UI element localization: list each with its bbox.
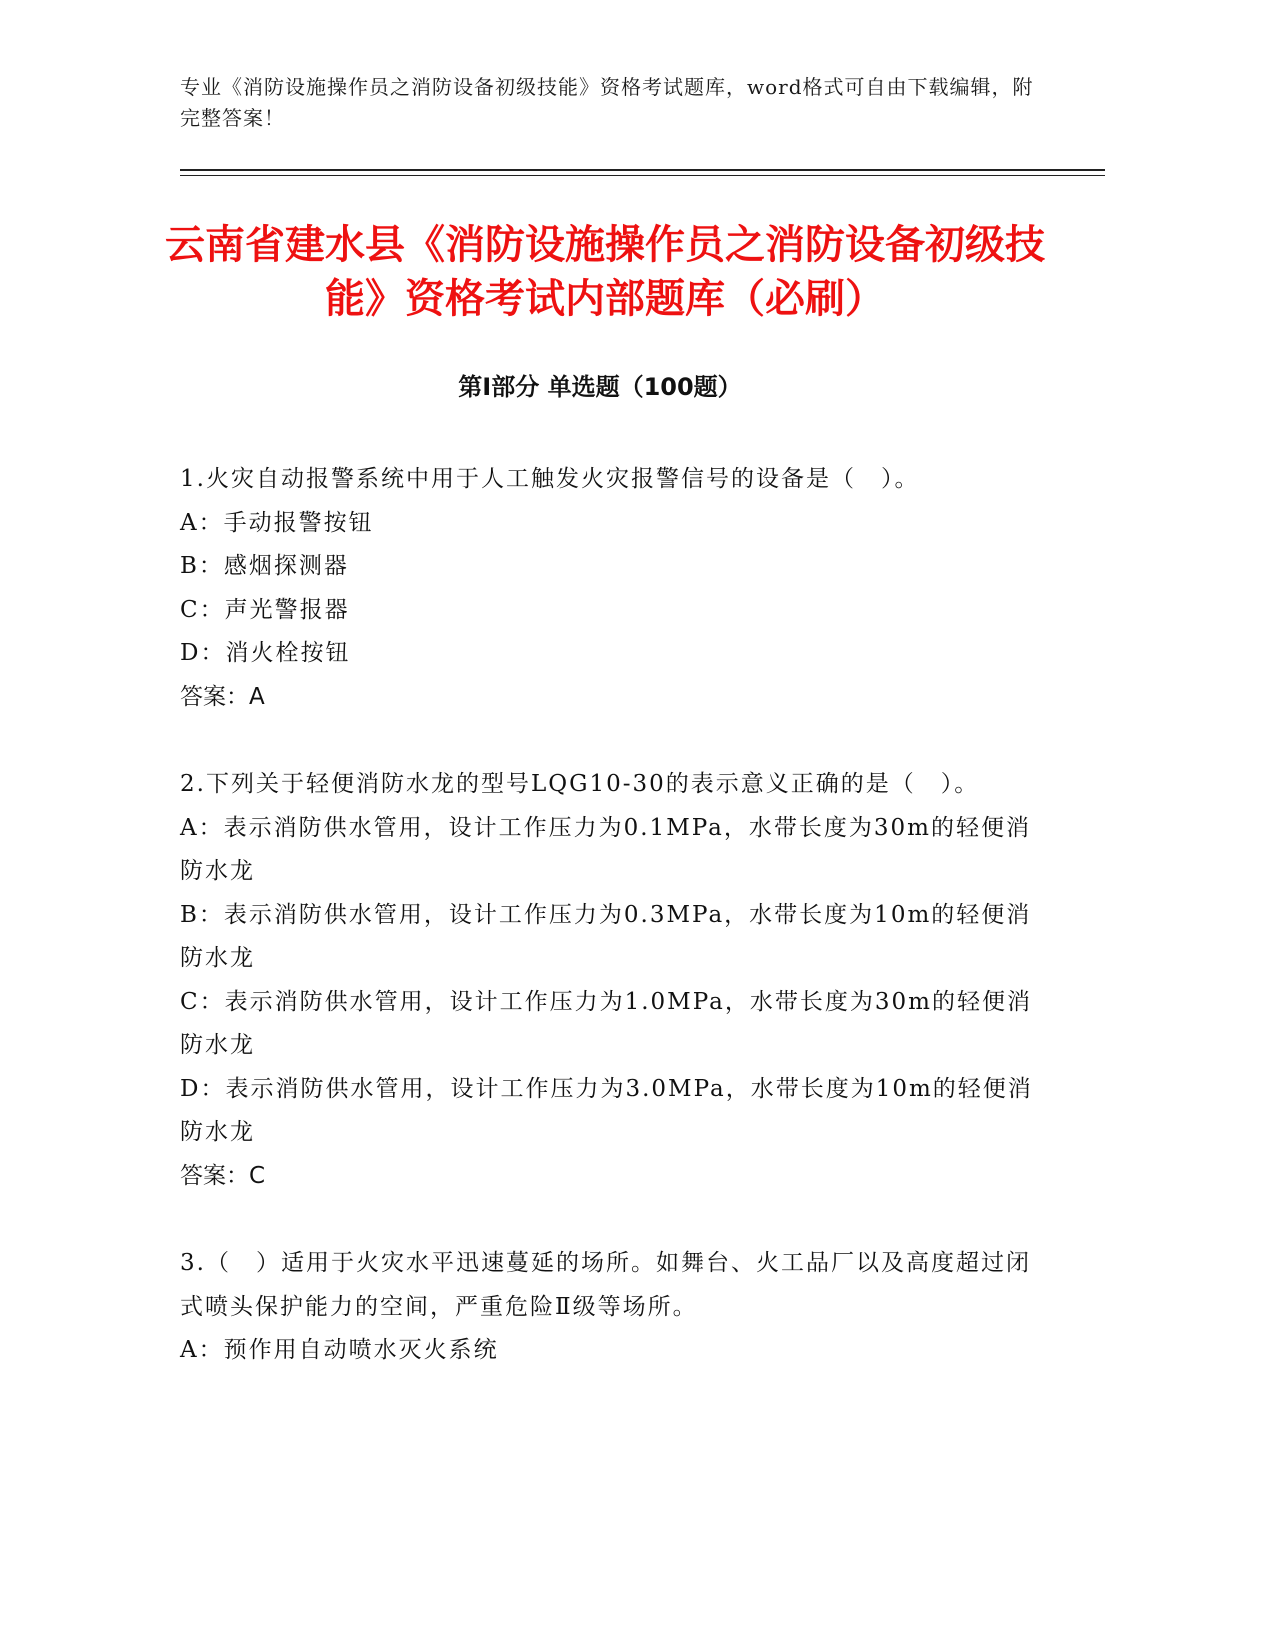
question-stem: 2.下列关于轻便消防水龙的型号LQG10-30的表示意义正确的是（ ）。 (180, 771, 980, 797)
option-b: B：感烟探测器 (180, 553, 349, 579)
option-b: B：表示消防供水管用，设计工作压力为0.3MPa，水带长度为10m的轻便消防水龙 (180, 901, 1032, 971)
option-d: D：消火栓按钮 (180, 640, 351, 666)
question-stem: 1.火灾自动报警系统中用于人工触发火灾报警信号的设备是（ ）。 (180, 466, 920, 492)
answer: 答案：C (180, 1162, 266, 1189)
header-divider-thin (180, 175, 1105, 176)
question-3 (180, 1242, 1040, 1373)
option-d: D：表示消防供水管用，设计工作压力为3.0MPa，水带长度为10m的轻便消防水龙 (180, 1075, 1033, 1145)
answer: 答案：A (180, 683, 265, 710)
header-divider (180, 169, 1105, 171)
question-1 (180, 458, 1040, 719)
document-title: 云南省建水县《消防设施操作员之消防设备初级技能》资格考试内部题库（必刷） (165, 222, 1045, 322)
header-note: 专业《消防设施操作员之消防设备初级技能》资格考试题库，word格式可自由下载编辑，附完整答案！ (180, 75, 1034, 130)
option-c: C：表示消防供水管用，设计工作压力为1.0MPa，水带长度为30m的轻便消防水龙 (180, 988, 1032, 1058)
question-list (180, 458, 1040, 1417)
option-a: A：表示消防供水管用，设计工作压力为0.1MPa，水带长度为30m的轻便消防水龙 (180, 814, 1031, 884)
option-a: A：预作用自动喷水灭火系统 (180, 1337, 499, 1363)
question-2 (180, 763, 1040, 1198)
section-title: 第Ⅰ部分 单选题（100题） (458, 373, 742, 401)
option-c: C：声光警报器 (180, 596, 350, 623)
question-stem: 3.（ ）适用于火灾水平迅速蔓延的场所。如舞台、火工品厂以及高度超过闭式喷头保护能力的空间，严重危险Ⅱ级等场所。 (180, 1250, 1031, 1320)
option-a: A：手动报警按钮 (180, 509, 374, 536)
